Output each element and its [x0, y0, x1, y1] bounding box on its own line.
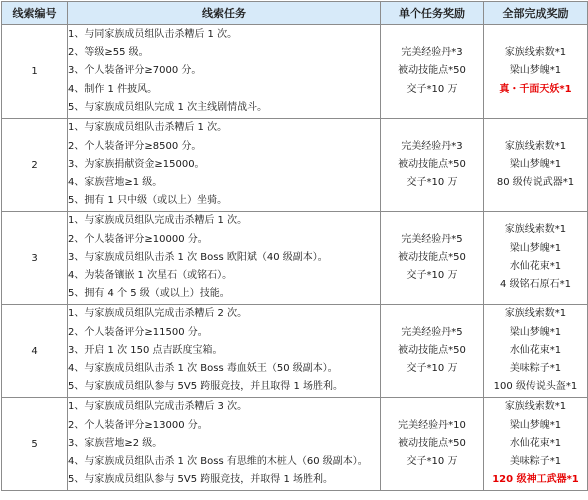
all-reward-cell [484, 305, 588, 398]
task-item: 1、与家族成员组队完成击杀糟后 3 次。 [68, 401, 248, 413]
clue-id-cell: 4 [2, 305, 68, 398]
single-reward-item: 完美经验丹*3 [401, 140, 463, 152]
clue-tasks-cell [68, 212, 381, 305]
task-item: 4、制作 1 件披风。 [68, 83, 158, 95]
all-reward-item: 水仙花束*1 [509, 261, 562, 272]
clue-id-cell: 1 [2, 25, 68, 119]
highlight-reward-item: 真・千面天妖*1 [499, 83, 572, 95]
all-reward-cell [484, 25, 588, 119]
single-reward-item: 被动技能点*50 [398, 65, 466, 77]
task-item: 5、与家族成员组队完成 1 次主线剧情战斗。 [68, 101, 268, 113]
all-reward-item: 4 级铭石原石*1 [500, 279, 571, 291]
highlight-reward-item: 120 级神工武器*1 [492, 474, 579, 486]
single-reward-cell [381, 398, 484, 491]
single-reward-cell [381, 25, 484, 119]
single-reward-item: 完美经验丹*5 [401, 233, 463, 245]
task-item: 3、家族营地≥2 级。 [68, 437, 163, 449]
all-reward-item: 家族线索数*1 [504, 401, 567, 413]
single-reward-item: 被动技能点*50 [398, 158, 466, 170]
task-item: 2、个人装备评分≥11500 分。 [68, 326, 208, 338]
table-row [2, 305, 588, 398]
task-item: 5、与家族成员组队参与 5V5 跨服竞技，并且取得 1 场胜利。 [68, 381, 344, 393]
header-clue-id: 线索编号 [2, 2, 68, 25]
task-item: 4、家族营地≥1 级。 [68, 177, 163, 189]
all-reward-cell [484, 398, 588, 491]
all-reward-item: 梁山梦魄*1 [509, 419, 562, 431]
single-reward-item: 完美经验丹*10 [398, 419, 466, 431]
task-item: 2、个人装备评分≥10000 分。 [68, 233, 208, 245]
task-item: 1、与家族成员组队完成击杀糟后 1 次。 [68, 215, 248, 227]
task-item: 2、个人装备评分≥8500 分。 [68, 140, 202, 152]
header-clue-tasks: 线索任务 [68, 2, 381, 25]
single-reward-item: 交子*10 万 [406, 456, 458, 468]
all-reward-item: 水仙花束*1 [509, 437, 562, 449]
all-reward-item: 80 级传说武器*1 [496, 177, 575, 189]
task-item: 3、为家族捐献资金≥15000。 [68, 158, 205, 170]
all-reward-cell [484, 119, 588, 212]
single-reward-item: 交子*10 万 [406, 270, 458, 282]
task-item: 2、个人装备评分≥13000 分。 [68, 419, 208, 431]
table-row [2, 212, 588, 305]
all-reward-item: 美味粽子*1 [509, 456, 562, 468]
task-item: 4、为装备镶嵌 1 次星石（或铭石）。 [68, 270, 233, 282]
task-item: 2、等级≥55 级。 [68, 47, 149, 59]
clue-tasks-cell [68, 398, 381, 491]
single-reward-item: 交子*10 万 [406, 363, 458, 375]
clue-id-cell: 5 [2, 398, 68, 491]
task-item: 3、与家族成员组队击杀 1 次 Boss 欧阳斌（40 级副本）。 [68, 251, 328, 263]
clue-id-cell: 3 [2, 212, 68, 305]
table-body [2, 25, 588, 491]
clue-tasks-cell [68, 119, 381, 212]
single-reward-cell [381, 305, 484, 398]
task-item: 5、拥有 1 只中级（或以上）坐骑。 [68, 195, 228, 207]
single-reward-item: 被动技能点*50 [398, 251, 466, 263]
all-reward-item: 水仙花束*1 [509, 344, 562, 356]
task-item: 5、与家族成员组队参与 5V5 跨服竞技，并取得 1 场胜利。 [68, 474, 334, 486]
single-reward-item: 交子*10 万 [406, 83, 458, 95]
task-item: 1、与家族成员组队击杀糟后 1 次。 [68, 122, 228, 134]
all-reward-item: 梁山梦魄*1 [509, 326, 562, 338]
table-row [2, 119, 588, 212]
all-reward-item: 梁山梦魄*1 [509, 242, 562, 254]
all-reward-cell [484, 212, 588, 305]
single-reward-item: 完美经验丹*3 [401, 47, 463, 59]
all-reward-item: 家族线索数*1 [504, 47, 567, 59]
all-reward-item: 家族线索数*1 [504, 140, 567, 152]
task-item: 3、开启 1 次 150 点吉跃度宝箱。 [68, 344, 223, 356]
all-reward-item: 美味粽子*1 [509, 363, 562, 375]
task-item: 1、与家族成员组队完成击杀糟后 2 次。 [68, 308, 248, 320]
task-item: 4、与家族成员组队击杀 1 次 Boss 毒血妖王（50 级副本）。 [68, 363, 338, 375]
table-header-row [2, 2, 588, 25]
table-row [2, 25, 588, 119]
clue-table [1, 1, 588, 491]
header-all-reward: 全部完成奖励 [484, 2, 588, 25]
single-reward-item: 完美经验丹*5 [401, 326, 463, 338]
single-reward-cell [381, 212, 484, 305]
single-reward-item: 被动技能点*50 [398, 437, 466, 449]
clue-tasks-cell [68, 305, 381, 398]
single-reward-cell [381, 119, 484, 212]
all-reward-item: 梁山梦魄*1 [509, 158, 562, 170]
table-row [2, 398, 588, 491]
header-single-reward: 单个任务奖励 [381, 2, 484, 25]
task-item: 5、拥有 4 个 5 级（或以上）技能。 [68, 288, 230, 300]
single-reward-item: 交子*10 万 [406, 177, 458, 189]
all-reward-item: 家族线索数*1 [504, 224, 567, 236]
all-reward-item: 家族线索数*1 [504, 308, 567, 320]
clue-tasks-cell [68, 25, 381, 119]
single-reward-item: 被动技能点*50 [398, 344, 466, 356]
task-item: 1、与同家族成员组队击杀糟后 1 次。 [68, 28, 238, 40]
all-reward-item: 梁山梦魄*1 [509, 65, 562, 77]
task-item: 3、个人装备评分≥7000 分。 [68, 65, 202, 77]
clue-id-cell: 2 [2, 119, 68, 212]
task-item: 4、与家族成员组队击杀 1 次 Boss 有思维的木桩人（60 级副本）。 [68, 456, 368, 468]
all-reward-item: 100 级传说头盔*1 [493, 381, 578, 393]
